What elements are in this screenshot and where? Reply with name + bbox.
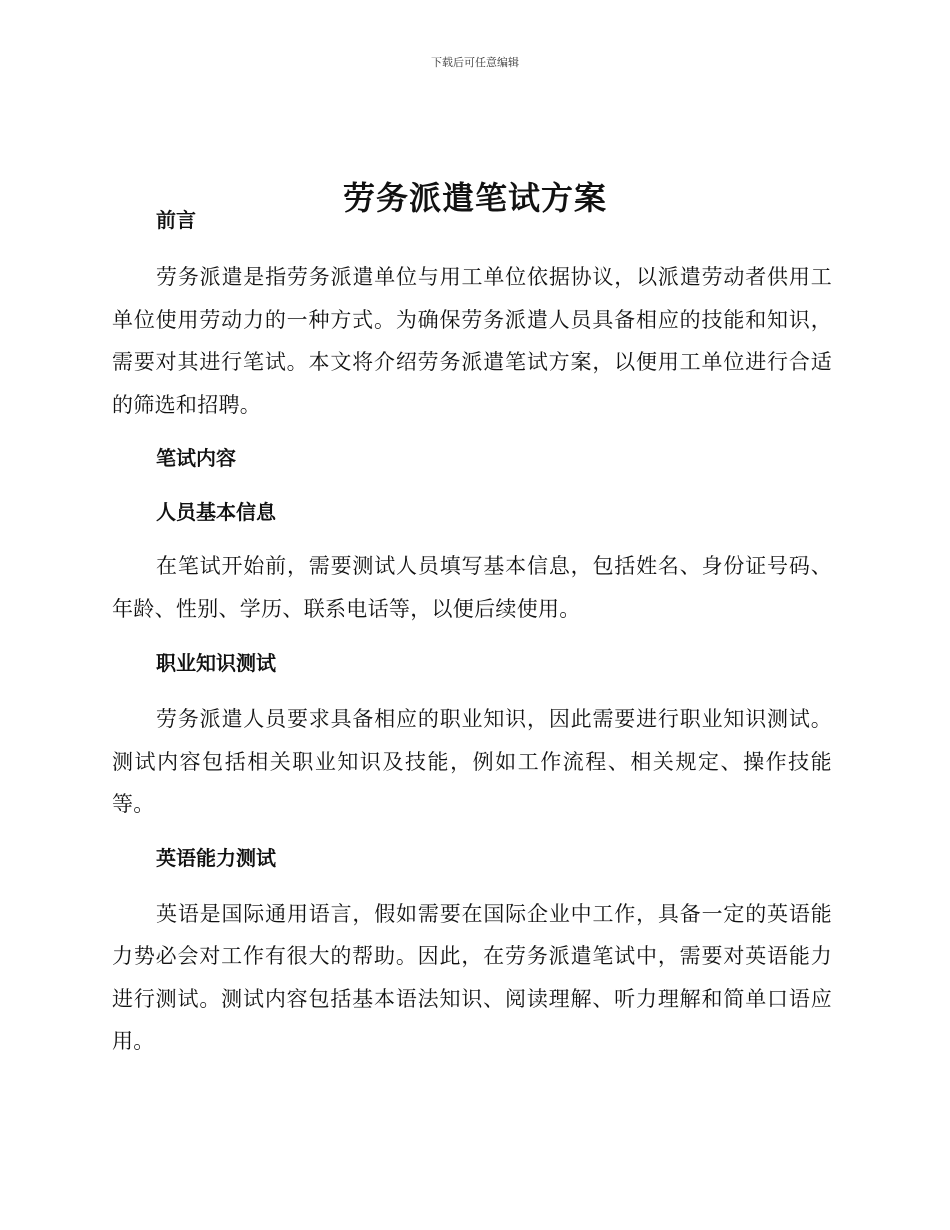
english-test-paragraph: 英语是国际通用语言，假如需要在国际企业中工作，具备一定的英语能力势必会对工作有很大的帮助。因此，在劳务派遣笔试中，需要对英语能力进行测试。测试内容包括基本语法知识、阅读理解、听力理解和简单口语应用。 <box>112 901 832 1053</box>
preface-heading: 前言 <box>156 208 196 232</box>
professional-test-paragraph: 劳务派遣人员要求具备相应的职业知识，因此需要进行职业知识测试。测试内容包括相关职业知识及技能，例如工作流程、相关规定、操作技能等。 <box>112 707 832 816</box>
professional-test-heading: 职业知识测试 <box>156 651 276 675</box>
document-body <box>112 204 832 1063</box>
header-note: 下载后可任意编辑 <box>431 56 519 69</box>
basic-info-heading: 人员基本信息 <box>156 500 276 524</box>
preface-paragraph: 劳务派遣是指劳务派遣单位与用工单位依据协议，以派遣劳动者供用工单位使用劳动力的一种方式。为确保劳务派遣人员具备相应的技能和知识，需要对其进行笔试。本文将介绍劳务派遣笔试方案，以便用工单位进行合适的筛选和招聘。 <box>112 265 832 417</box>
english-test-heading: 英语能力测试 <box>156 845 276 870</box>
basic-info-paragraph: 在笔试开始前，需要测试人员填写基本信息，包括姓名、身份证号码、年龄、性别、学历、联系电话等，以便后续使用。 <box>112 554 832 621</box>
exam-content-heading: 笔试内容 <box>156 446 236 470</box>
document-title: 劳务派遣笔试方案 <box>342 179 607 218</box>
